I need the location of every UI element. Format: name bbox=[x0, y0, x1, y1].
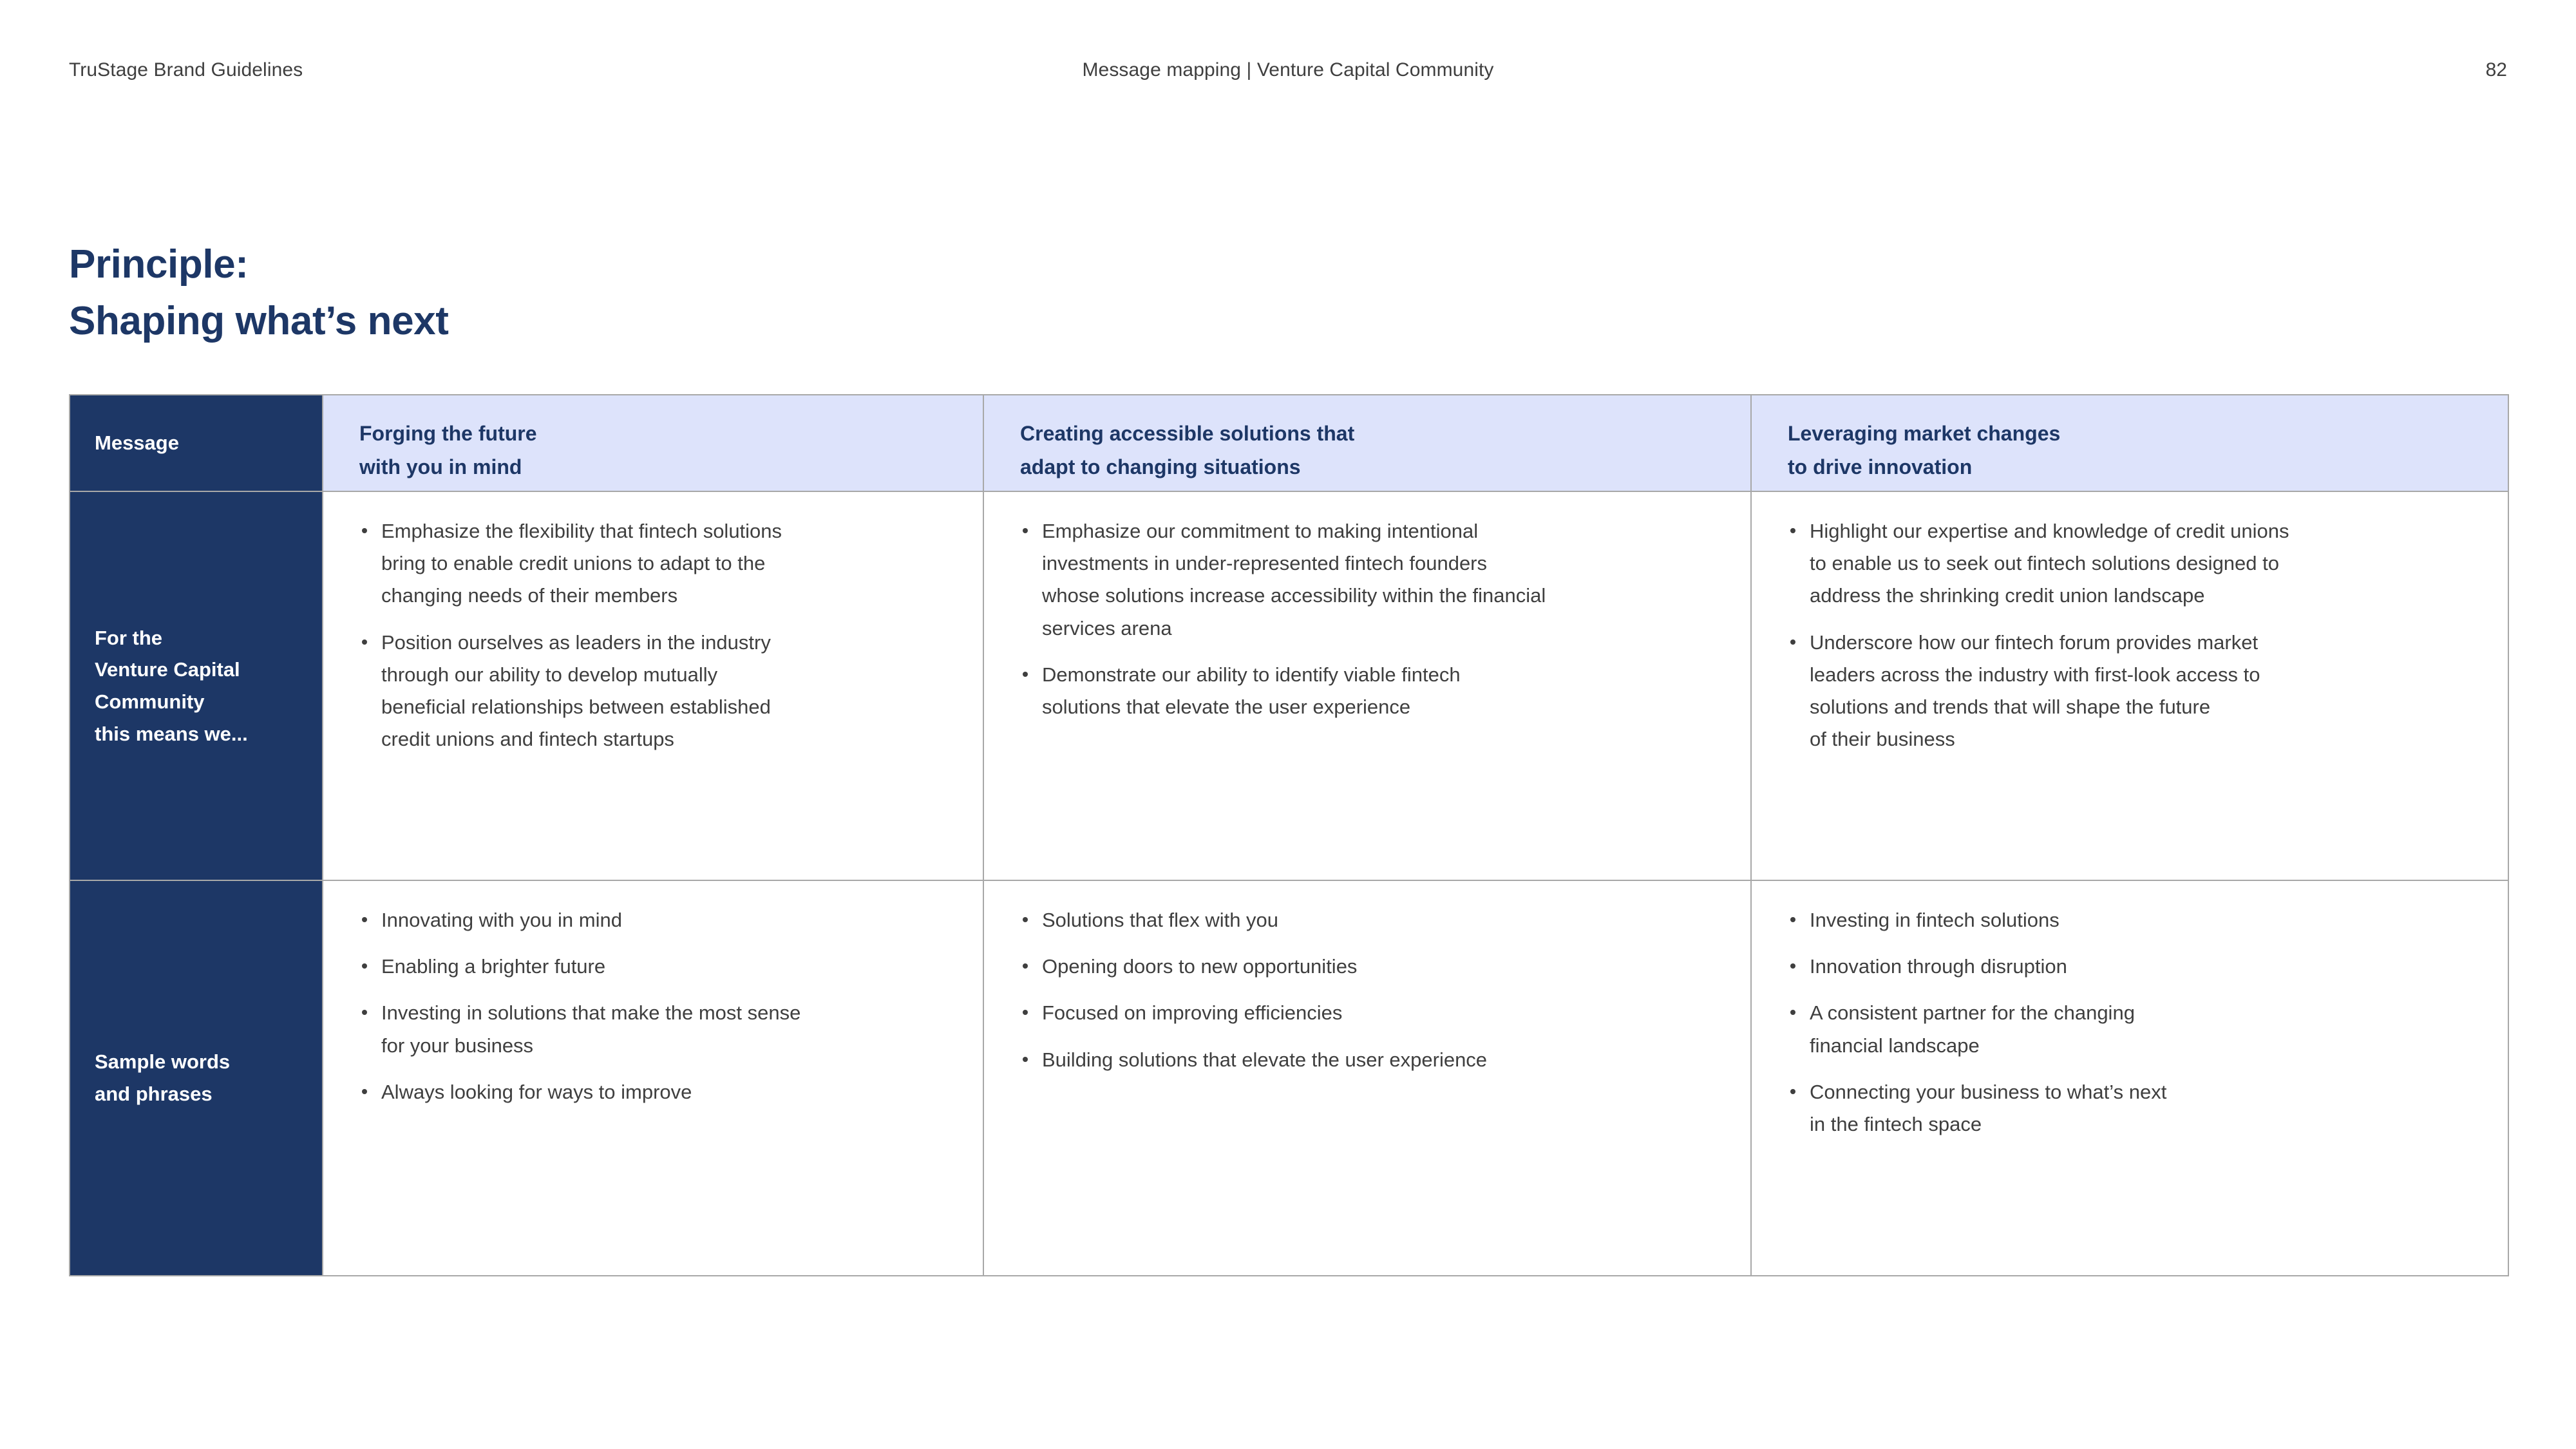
bullet-line: of their business bbox=[1810, 728, 1955, 751]
bullet-line: bring to enable credit unions to adapt to the bbox=[381, 552, 766, 575]
header-column-2-text bbox=[984, 395, 1750, 491]
list-item bbox=[359, 627, 953, 756]
header-cell-column-2 bbox=[983, 395, 1751, 491]
row-1-cell-column-1 bbox=[323, 491, 983, 880]
bullet-line: credit unions and fintech startups bbox=[381, 728, 674, 751]
header-cell-message bbox=[70, 395, 323, 491]
row-1-cell-1-content bbox=[323, 492, 983, 880]
header-message-label: Message bbox=[95, 431, 179, 454]
bullet-line: in the fintech space bbox=[1810, 1113, 1982, 1136]
row-2-cell-1-content bbox=[323, 881, 983, 1275]
list-item bbox=[1020, 997, 1721, 1029]
table-row bbox=[70, 491, 2508, 880]
bullet-list bbox=[359, 904, 953, 1108]
row-2-label-line-2: and phrases bbox=[95, 1083, 213, 1105]
row-1-cell-2-content bbox=[984, 492, 1750, 880]
list-item bbox=[1788, 1076, 2478, 1141]
bullet-list bbox=[1788, 515, 2478, 756]
bullet-line: Always looking for ways to improve bbox=[381, 1080, 692, 1103]
list-item bbox=[1788, 904, 2478, 936]
row-2-label-text bbox=[70, 881, 322, 1275]
row-2-cell-column-3 bbox=[1751, 880, 2508, 1276]
header-column-1-text bbox=[323, 395, 983, 491]
list-item bbox=[1020, 659, 1721, 723]
list-item bbox=[1020, 515, 1721, 645]
bullet-line: Opening doors to new opportunities bbox=[1042, 955, 1358, 978]
bullet-line: investments in under-represented fintech founders bbox=[1042, 552, 1488, 575]
header-column-2-line-2: adapt to changing situations bbox=[1020, 455, 1301, 478]
bullet-line: Highlight our expertise and knowledge of credit unions bbox=[1810, 520, 2289, 542]
message-mapping-table bbox=[69, 394, 2509, 1276]
bullet-line: Focused on improving efficiencies bbox=[1042, 1001, 1343, 1025]
page-title-line-2: Shaping what’s next bbox=[69, 298, 449, 343]
bullet-line: Enabling a brighter future bbox=[381, 955, 606, 978]
list-item bbox=[359, 1076, 953, 1108]
bullet-line: for your business bbox=[381, 1034, 534, 1057]
list-item bbox=[1788, 951, 2478, 983]
bullet-line: Innovating with you in mind bbox=[381, 909, 622, 931]
table-row bbox=[70, 880, 2508, 1276]
page-title-line-1: Principle: bbox=[69, 242, 249, 287]
bullet-line: whose solutions increase accessibility within the financial bbox=[1042, 584, 1546, 607]
bullet-line: services arena bbox=[1042, 616, 1172, 639]
bullet-line: Emphasize our commitment to making intentional bbox=[1042, 520, 1479, 542]
row-2-label-line-1: Sample words bbox=[95, 1050, 231, 1074]
row-2-cell-column-1 bbox=[323, 880, 983, 1276]
row-1-cell-column-3 bbox=[1751, 491, 2508, 880]
row-1-label-line-4: this means we... bbox=[95, 722, 248, 745]
header-column-2-line-1: Creating accessible solutions that bbox=[1020, 422, 1355, 445]
row-1-label-text bbox=[70, 492, 322, 880]
bullet-line: changing needs of their members bbox=[381, 584, 678, 607]
bullet-line: beneficial relationships between established bbox=[381, 696, 771, 719]
bullet-line: Demonstrate our ability to identify viable fintech bbox=[1042, 663, 1461, 686]
list-item bbox=[1788, 515, 2478, 612]
bullet-line: financial landscape bbox=[1810, 1034, 1980, 1057]
header-column-3-line-2: to drive innovation bbox=[1788, 455, 1973, 478]
page-title bbox=[69, 236, 449, 350]
bullet-line: Innovation through disruption bbox=[1810, 955, 2067, 978]
bullet-line: Position ourselves as leaders in the industry bbox=[381, 630, 771, 654]
bullet-line: Emphasize the flexibility that fintech solutions bbox=[381, 520, 782, 542]
list-item bbox=[359, 997, 953, 1061]
list-item bbox=[359, 515, 953, 612]
row-1-label-line-3: Community bbox=[95, 690, 205, 713]
bullet-line: through our ability to develop mutually bbox=[381, 663, 718, 686]
page-running-header bbox=[0, 59, 2576, 85]
list-item bbox=[359, 951, 953, 983]
bullet-list bbox=[1020, 904, 1721, 1076]
section-breadcrumb: Message mapping | Venture Capital Community bbox=[1082, 59, 1494, 80]
bullet-line: Investing in fintech solutions bbox=[1810, 909, 2060, 931]
bullet-line: Underscore how our fintech forum provides market bbox=[1810, 630, 2259, 654]
bullet-list bbox=[1020, 515, 1721, 723]
header-cell-column-3 bbox=[1751, 395, 2508, 491]
bullet-line: Building solutions that elevate the user experience bbox=[1042, 1048, 1488, 1071]
list-item bbox=[359, 904, 953, 936]
row-1-label-line-2: Venture Capital bbox=[95, 658, 240, 681]
list-item bbox=[1788, 997, 2478, 1061]
row-2-label-cell bbox=[70, 880, 323, 1276]
bullet-line: Solutions that flex with you bbox=[1042, 909, 1279, 931]
brand-guidelines-label: TruStage Brand Guidelines bbox=[69, 59, 303, 80]
row-1-cell-column-2 bbox=[983, 491, 1751, 880]
page-number: 82 bbox=[2485, 59, 2507, 80]
bullet-line: Investing in solutions that make the most sense bbox=[381, 1001, 801, 1025]
table-header-row bbox=[70, 395, 2508, 491]
bullet-line: address the shrinking credit union landscape bbox=[1810, 584, 2205, 607]
row-1-label-line-1: For the bbox=[95, 626, 163, 649]
header-column-1-line-1: Forging the future bbox=[359, 422, 537, 445]
row-2-cell-3-content bbox=[1752, 881, 2508, 1275]
bullet-line: A consistent partner for the changing bbox=[1810, 1001, 2135, 1025]
header-column-3-text bbox=[1752, 395, 2508, 491]
list-item bbox=[1020, 951, 1721, 983]
row-1-cell-3-content bbox=[1752, 492, 2508, 880]
list-item bbox=[1020, 1044, 1721, 1076]
bullet-list bbox=[1788, 904, 2478, 1141]
header-column-3-line-1: Leveraging market changes bbox=[1788, 422, 2061, 445]
list-item bbox=[1020, 904, 1721, 936]
row-1-label-cell bbox=[70, 491, 323, 880]
list-item bbox=[1788, 627, 2478, 756]
bullet-line: to enable us to seek out fintech solutions designed to bbox=[1810, 552, 2279, 575]
header-cell-column-1 bbox=[323, 395, 983, 491]
bullet-line: leaders across the industry with first-look access to bbox=[1810, 663, 2260, 686]
row-2-cell-2-content bbox=[984, 881, 1750, 1275]
row-2-cell-column-2 bbox=[983, 880, 1751, 1276]
header-column-1-line-2: with you in mind bbox=[359, 455, 522, 478]
bullet-list bbox=[359, 515, 953, 756]
bullet-line: solutions that elevate the user experience bbox=[1042, 696, 1411, 719]
bullet-line: solutions and trends that will shape the future bbox=[1810, 696, 2211, 719]
bullet-line: Connecting your business to what’s next bbox=[1810, 1080, 2167, 1103]
